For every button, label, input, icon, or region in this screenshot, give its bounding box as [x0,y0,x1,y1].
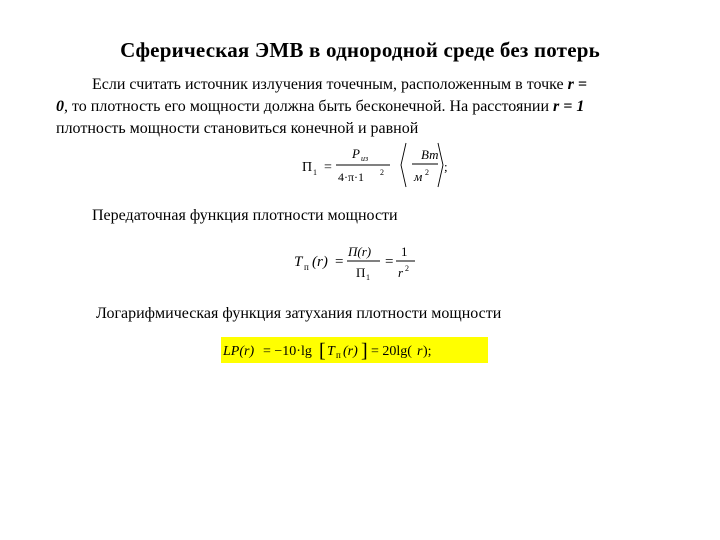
paragraph-var-zero: 0 [56,98,64,115]
f1-tail: ; [444,159,448,174]
paragraph-line-3: плотность мощности становиться конечной и равной [56,120,419,137]
intro-paragraph [56,74,668,140]
paragraph-line-1-text: Если считать источник излучения точечным, расположенным в точке [92,76,564,93]
paragraph-var-r-eq: r = [567,76,587,93]
f2-num1: П(r) [348,244,372,259]
paragraph-line-2-text: , то плотность его мощности должна быть бесконечной. На расстоянии [64,98,550,115]
f3-eq2: = 20lg( [371,344,412,359]
f2-den2: r [398,265,404,280]
f1-denominator: 4·π·1 [338,170,365,184]
f2-arg: (r) [312,254,328,270]
f3-eq1: = −10·lg [263,344,312,359]
f1-lhs-sub: 1 [313,168,317,177]
f3-rbracket: ] [361,340,368,362]
f2-den1: П [356,265,366,280]
f3-t: T [327,344,335,359]
f3-t-sub: п [336,350,341,360]
f1-denominator-sup: 2 [380,168,384,177]
f1-lhs: П [302,160,313,175]
slide-title: Сферическая ЭМВ в однородной среде без потерь [120,38,600,62]
f3-t-arg: (r) [343,344,358,359]
f2-eq1: = [335,254,344,270]
f3-lhs: LP(r) [223,344,255,359]
f3-tail: ); [423,344,432,359]
log-attenuation-formula [221,337,488,363]
f2-eq2: = [385,254,394,270]
f1-left-angle-bracket [401,143,406,187]
f1-unit-den-sup: 2 [425,168,429,177]
paragraph-line-1 [56,74,668,96]
transfer-function-formula [290,238,420,284]
f2-lhs: T [294,254,303,270]
f3-lbracket: [ [319,340,326,362]
f3-r: r [417,344,423,359]
f1-eq: = [324,160,332,175]
transfer-function-label: Передаточная функция плотности мощности [92,207,398,224]
f1-numerator-sub: из [361,154,369,163]
power-density-formula [300,140,450,190]
f2-den2-sup: 2 [405,264,409,273]
f1-numerator: P [352,146,360,161]
paragraph-var-r-one: r = 1 [553,98,585,115]
f2-lhs-sub: п [304,262,309,272]
f1-unit-den: м [414,169,423,184]
f1-right-angle-bracket [438,143,443,187]
f1-unit-num: Вт [421,147,439,162]
f2-num2: 1 [401,244,408,259]
log-attenuation-formula-highlight [221,337,488,363]
log-attenuation-label: Логарифмическая функция затухания плотности мощности [96,305,502,322]
paragraph-line-2 [56,96,668,118]
f2-den1-sub: 1 [366,273,370,282]
